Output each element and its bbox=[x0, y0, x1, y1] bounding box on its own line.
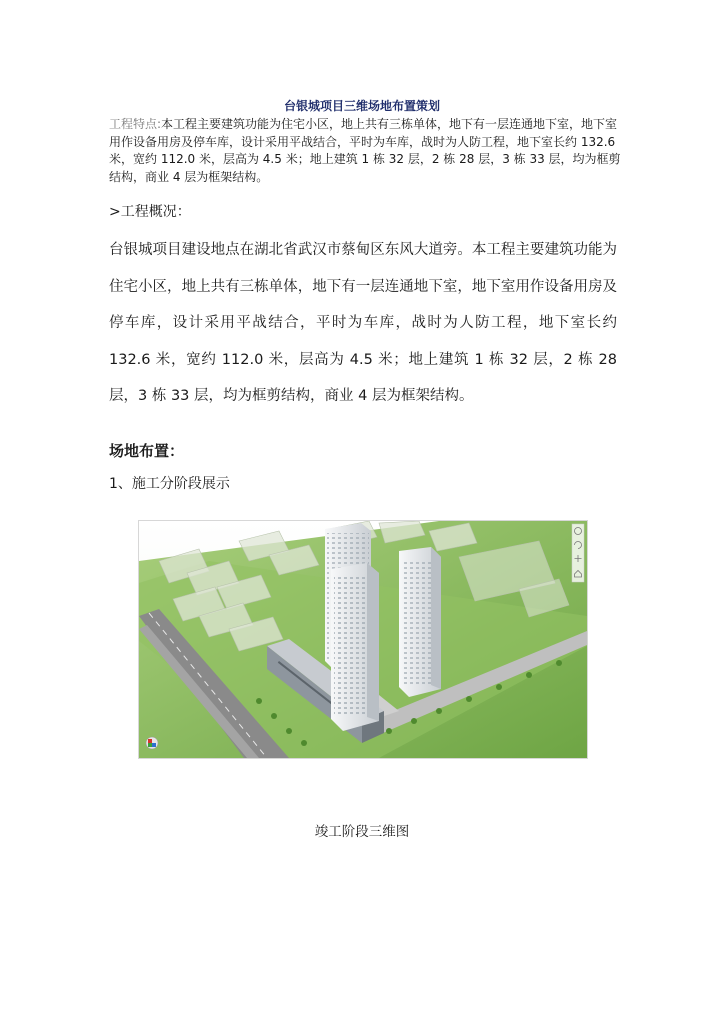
project-features-paragraph bbox=[109, 116, 629, 186]
figure-caption: 竣工阶段三维图 bbox=[314, 824, 410, 840]
orientation-cube-icon[interactable] bbox=[146, 737, 158, 749]
features-label: 工程特点: bbox=[109, 117, 162, 131]
site-layout-heading: 场地布置： bbox=[109, 442, 185, 460]
site-3d-render bbox=[139, 521, 587, 758]
completion-3d-model-image bbox=[138, 520, 588, 759]
features-text: 本工程主要建筑功能为住宅小区，地上共有三栋单体，地下有一层连通地下室，地下室用作设备用房及停车库，设计采用平战结合，平时为车库，战时为人防工程，地下室长约 132.6 米，宽约 112.0 米，层高为 4.5 米；地上建筑 1 栋 32 层，2 栋 28 层，3 栋 33 层，均为框剪结构，商业 4 层为框架结构。 bbox=[109, 117, 621, 184]
view-navigation-toolbar[interactable] bbox=[572, 524, 584, 582]
document-title: 台银城项目三维场地布置策划 bbox=[283, 99, 440, 113]
overview-paragraph: 台银城项目建设地点在湖北省武汉市蔡甸区东风大道旁。本工程主要建筑功能为住宅小区，地上共有三栋单体，地下有一层连通地下室，地下室用作设备用房及停车库，设计采用平战结合，平时为车库，战时为人防工程，地下室长约 132.6 米，宽约 112.0 米，层高为 4.5 米；地上建筑 1 栋 32 层，2 栋 28 层，3 栋 33 层，均为框剪结构，商业 4 层为框架结构。 bbox=[109, 242, 617, 404]
tower-2 bbox=[331, 563, 379, 731]
tower-3 bbox=[399, 547, 441, 697]
overview-heading: >工程概况： bbox=[109, 204, 191, 220]
stage-display-heading: 1、施工分阶段展示 bbox=[109, 476, 230, 492]
